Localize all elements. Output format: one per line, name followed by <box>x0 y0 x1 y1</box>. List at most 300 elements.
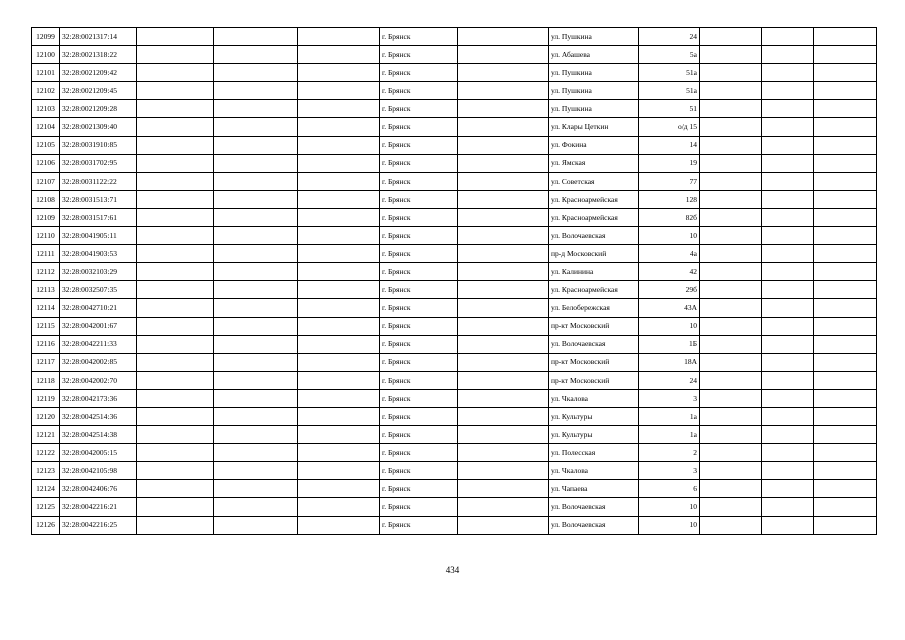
cell-empty <box>700 407 762 425</box>
cell-record-number: 12105 <box>32 136 60 154</box>
cell-empty <box>458 407 549 425</box>
cell-street: пр-д Московский <box>549 245 639 263</box>
cell-street: ул. Культуры <box>549 407 639 425</box>
cell-record-number: 12123 <box>32 462 60 480</box>
cell-record-number: 12114 <box>32 299 60 317</box>
cell-cadastral-number: 32:28:0031513:71 <box>60 190 137 208</box>
cell-empty <box>762 371 814 389</box>
cell-cadastral-number: 32:28:0031702:95 <box>60 154 137 172</box>
cell-empty <box>700 389 762 407</box>
cell-street: ул. Красноармейская <box>549 190 639 208</box>
cell-empty <box>762 64 814 82</box>
table-row <box>32 407 877 425</box>
cell-empty <box>298 353 380 371</box>
cell-empty <box>814 444 877 462</box>
cell-record-number: 12111 <box>32 245 60 263</box>
cell-city: г. Брянск <box>380 462 458 480</box>
cell-empty <box>298 208 380 226</box>
cell-house-number: 1а <box>639 426 700 444</box>
cell-city: г. Брянск <box>380 407 458 425</box>
cell-empty <box>700 317 762 335</box>
cell-empty <box>214 82 298 100</box>
cell-empty <box>298 28 380 46</box>
cell-empty <box>700 82 762 100</box>
cell-empty <box>814 480 877 498</box>
cell-empty <box>762 46 814 64</box>
cell-empty <box>814 100 877 118</box>
cell-empty <box>762 317 814 335</box>
table-row <box>32 208 877 226</box>
table-row <box>32 64 877 82</box>
cell-cadastral-number: 32:28:0042406:76 <box>60 480 137 498</box>
cell-empty <box>298 136 380 154</box>
cell-city: г. Брянск <box>380 64 458 82</box>
cell-empty <box>700 118 762 136</box>
cell-record-number: 12118 <box>32 371 60 389</box>
cell-house-number: 10 <box>639 317 700 335</box>
cell-house-number: 2 <box>639 444 700 462</box>
cell-empty <box>458 118 549 136</box>
cell-empty <box>214 480 298 498</box>
cell-empty <box>214 263 298 281</box>
cell-cadastral-number: 32:28:0032507:35 <box>60 281 137 299</box>
cell-street: ул. Чкалова <box>549 462 639 480</box>
cell-empty <box>814 407 877 425</box>
cell-empty <box>762 444 814 462</box>
cell-empty <box>814 46 877 64</box>
cell-empty <box>458 516 549 534</box>
cell-empty <box>298 227 380 245</box>
cell-cadastral-number: 32:28:0041905:11 <box>60 227 137 245</box>
page-number: 434 <box>445 565 460 575</box>
cell-city: г. Брянск <box>380 154 458 172</box>
cell-record-number: 12126 <box>32 516 60 534</box>
cell-empty <box>814 136 877 154</box>
cell-empty <box>814 389 877 407</box>
cell-empty <box>214 498 298 516</box>
cell-empty <box>214 172 298 190</box>
cell-city: г. Брянск <box>380 480 458 498</box>
cell-empty <box>700 64 762 82</box>
cell-cadastral-number: 32:28:0041903:53 <box>60 245 137 263</box>
table-row <box>32 190 877 208</box>
cell-street: ул. Пушкина <box>549 64 639 82</box>
cell-cadastral-number: 32:28:0042005:15 <box>60 444 137 462</box>
cell-empty <box>814 208 877 226</box>
cell-empty <box>137 371 214 389</box>
cell-record-number: 12125 <box>32 498 60 516</box>
cell-street: ул. Ямская <box>549 154 639 172</box>
cell-empty <box>214 516 298 534</box>
cell-cadastral-number: 32:28:0042105:98 <box>60 462 137 480</box>
cell-house-number: 10 <box>639 516 700 534</box>
cell-empty <box>700 498 762 516</box>
cell-record-number: 12104 <box>32 118 60 136</box>
cell-street: ул. Белобережская <box>549 299 639 317</box>
cell-empty <box>762 480 814 498</box>
cell-cadastral-number: 32:28:0032103:29 <box>60 263 137 281</box>
cell-empty <box>298 281 380 299</box>
cell-empty <box>137 281 214 299</box>
cell-empty <box>137 462 214 480</box>
cell-cadastral-number: 32:28:0021309:40 <box>60 118 137 136</box>
cell-empty <box>458 28 549 46</box>
cell-city: г. Брянск <box>380 281 458 299</box>
cell-empty <box>458 299 549 317</box>
cell-house-number: о/д 15 <box>639 118 700 136</box>
cell-empty <box>137 335 214 353</box>
cell-cadastral-number: 32:28:0042710:21 <box>60 299 137 317</box>
cell-cadastral-number: 32:28:0042216:25 <box>60 516 137 534</box>
cell-empty <box>298 317 380 335</box>
cell-record-number: 12116 <box>32 335 60 353</box>
cell-city: г. Брянск <box>380 444 458 462</box>
cell-empty <box>814 516 877 534</box>
cell-street: ул. Полесская <box>549 444 639 462</box>
cell-empty <box>458 227 549 245</box>
cell-empty <box>137 136 214 154</box>
cell-city: г. Брянск <box>380 371 458 389</box>
cell-empty <box>814 299 877 317</box>
cell-empty <box>137 317 214 335</box>
cell-empty <box>214 317 298 335</box>
cell-empty <box>762 136 814 154</box>
cell-cadastral-number: 32:28:0021209:45 <box>60 82 137 100</box>
cell-empty <box>700 480 762 498</box>
cell-empty <box>814 154 877 172</box>
cell-record-number: 12103 <box>32 100 60 118</box>
table-row <box>32 28 877 46</box>
cell-empty <box>762 190 814 208</box>
cell-empty <box>762 263 814 281</box>
cell-house-number: 10 <box>639 498 700 516</box>
cell-street: ул. Клары Цеткин <box>549 118 639 136</box>
cell-street: ул. Красноармейская <box>549 281 639 299</box>
cell-empty <box>814 281 877 299</box>
cell-house-number: 43А <box>639 299 700 317</box>
cell-empty <box>700 100 762 118</box>
table-row <box>32 335 877 353</box>
cell-empty <box>762 28 814 46</box>
cell-empty <box>214 28 298 46</box>
cell-empty <box>762 516 814 534</box>
cell-empty <box>814 317 877 335</box>
cell-cadastral-number: 32:28:0021209:42 <box>60 64 137 82</box>
cell-empty <box>214 46 298 64</box>
cell-house-number: 24 <box>639 28 700 46</box>
cell-cadastral-number: 32:28:0021318:22 <box>60 46 137 64</box>
cell-empty <box>137 516 214 534</box>
cell-empty <box>814 371 877 389</box>
cell-record-number: 12121 <box>32 426 60 444</box>
cell-empty <box>298 498 380 516</box>
cell-empty <box>214 462 298 480</box>
cell-house-number: 42 <box>639 263 700 281</box>
cell-city: г. Брянск <box>380 190 458 208</box>
cell-empty <box>137 299 214 317</box>
cell-empty <box>700 462 762 480</box>
cell-empty <box>214 245 298 263</box>
cell-record-number: 12119 <box>32 389 60 407</box>
cell-empty <box>458 353 549 371</box>
cell-empty <box>814 263 877 281</box>
cell-empty <box>814 82 877 100</box>
cell-street: ул. Волочаевская <box>549 335 639 353</box>
cell-cadastral-number: 32:28:0042002:85 <box>60 353 137 371</box>
cell-cadastral-number: 32:28:0042211:33 <box>60 335 137 353</box>
cell-empty <box>137 118 214 136</box>
cell-empty <box>298 444 380 462</box>
cell-house-number: 1Б <box>639 335 700 353</box>
cell-street: пр-кт Московский <box>549 371 639 389</box>
cell-city: г. Брянск <box>380 172 458 190</box>
cell-empty <box>214 335 298 353</box>
cell-street: ул. Пушкина <box>549 28 639 46</box>
cell-empty <box>700 245 762 263</box>
cell-street: ул. Культуры <box>549 426 639 444</box>
cell-record-number: 12112 <box>32 263 60 281</box>
cell-empty <box>762 281 814 299</box>
cell-record-number: 12100 <box>32 46 60 64</box>
cell-empty <box>814 227 877 245</box>
cell-city: г. Брянск <box>380 136 458 154</box>
cell-empty <box>762 335 814 353</box>
cell-city: г. Брянск <box>380 389 458 407</box>
cell-empty <box>762 100 814 118</box>
cell-empty <box>137 245 214 263</box>
cell-city: г. Брянск <box>380 516 458 534</box>
cell-empty <box>814 245 877 263</box>
cell-empty <box>814 118 877 136</box>
cell-empty <box>814 190 877 208</box>
cell-empty <box>458 281 549 299</box>
cell-empty <box>214 208 298 226</box>
cell-cadastral-number: 32:28:0031122:22 <box>60 172 137 190</box>
cell-record-number: 12117 <box>32 353 60 371</box>
cell-empty <box>762 118 814 136</box>
cell-empty <box>700 190 762 208</box>
cell-cadastral-number: 32:28:0021209:28 <box>60 100 137 118</box>
cell-empty <box>458 335 549 353</box>
cell-empty <box>137 190 214 208</box>
cell-empty <box>458 136 549 154</box>
table-row <box>32 263 877 281</box>
cell-empty <box>214 389 298 407</box>
cell-street: ул. Красноармейская <box>549 208 639 226</box>
cell-house-number: 51а <box>639 64 700 82</box>
cell-street: ул. Чапаева <box>549 480 639 498</box>
cell-house-number: 18А <box>639 353 700 371</box>
cell-empty <box>814 426 877 444</box>
cell-empty <box>762 407 814 425</box>
cell-empty <box>762 353 814 371</box>
cell-empty <box>458 190 549 208</box>
table-row <box>32 227 877 245</box>
cell-empty <box>814 172 877 190</box>
cell-empty <box>458 498 549 516</box>
cell-empty <box>700 46 762 64</box>
cell-empty <box>298 46 380 64</box>
cell-empty <box>298 426 380 444</box>
table-row <box>32 118 877 136</box>
cell-empty <box>214 281 298 299</box>
cell-city: г. Брянск <box>380 426 458 444</box>
cell-house-number: 14 <box>639 136 700 154</box>
cell-empty <box>458 389 549 407</box>
table-row <box>32 498 877 516</box>
cell-empty <box>814 498 877 516</box>
cell-empty <box>137 64 214 82</box>
cell-empty <box>458 317 549 335</box>
cell-empty <box>762 154 814 172</box>
cell-house-number: 6 <box>639 480 700 498</box>
cell-empty <box>700 371 762 389</box>
cell-empty <box>214 118 298 136</box>
cell-house-number: 82б <box>639 208 700 226</box>
cell-street: ул. Фокина <box>549 136 639 154</box>
cell-empty <box>458 371 549 389</box>
cell-empty <box>458 46 549 64</box>
cell-house-number: 4а <box>639 245 700 263</box>
cell-empty <box>298 100 380 118</box>
cell-cadastral-number: 32:28:0042173:36 <box>60 389 137 407</box>
cell-cadastral-number: 32:28:0042514:36 <box>60 407 137 425</box>
cell-empty <box>137 480 214 498</box>
cell-empty <box>700 227 762 245</box>
cell-street: ул. Волочаевская <box>549 516 639 534</box>
table-row <box>32 136 877 154</box>
table-row <box>32 480 877 498</box>
table-row <box>32 245 877 263</box>
cell-empty <box>762 426 814 444</box>
cell-empty <box>458 64 549 82</box>
cell-empty <box>700 136 762 154</box>
cell-record-number: 12113 <box>32 281 60 299</box>
table-row <box>32 389 877 407</box>
cell-empty <box>762 245 814 263</box>
cell-empty <box>214 426 298 444</box>
cell-empty <box>700 172 762 190</box>
cell-empty <box>137 208 214 226</box>
table-row <box>32 299 877 317</box>
cell-record-number: 12122 <box>32 444 60 462</box>
cell-city: г. Брянск <box>380 46 458 64</box>
cell-empty <box>298 82 380 100</box>
cell-city: г. Брянск <box>380 317 458 335</box>
cell-empty <box>814 28 877 46</box>
cell-empty <box>137 227 214 245</box>
cell-city: г. Брянск <box>380 208 458 226</box>
cell-record-number: 12120 <box>32 407 60 425</box>
cell-cadastral-number: 32:28:0031910:85 <box>60 136 137 154</box>
table-row <box>32 100 877 118</box>
cell-empty <box>458 426 549 444</box>
table-row <box>32 516 877 534</box>
table-row <box>32 82 877 100</box>
cell-record-number: 12099 <box>32 28 60 46</box>
cell-empty <box>214 444 298 462</box>
cell-empty <box>137 172 214 190</box>
cell-empty <box>700 154 762 172</box>
cell-city: г. Брянск <box>380 28 458 46</box>
cell-empty <box>762 389 814 407</box>
cell-empty <box>700 516 762 534</box>
cell-house-number: 51 <box>639 100 700 118</box>
cell-empty <box>137 353 214 371</box>
cell-empty <box>214 154 298 172</box>
cell-street: ул. Чкалова <box>549 389 639 407</box>
cell-empty <box>762 208 814 226</box>
cell-empty <box>298 154 380 172</box>
cell-empty <box>814 462 877 480</box>
cell-empty <box>137 444 214 462</box>
cell-empty <box>214 227 298 245</box>
cell-city: г. Брянск <box>380 498 458 516</box>
table-row <box>32 317 877 335</box>
cell-house-number: 19 <box>639 154 700 172</box>
cell-empty <box>458 82 549 100</box>
cell-empty <box>137 263 214 281</box>
cell-empty <box>298 516 380 534</box>
cell-street: ул. Абашева <box>549 46 639 64</box>
cell-empty <box>298 462 380 480</box>
cell-city: г. Брянск <box>380 263 458 281</box>
table-row <box>32 426 877 444</box>
cell-street: ул. Волочаевская <box>549 227 639 245</box>
cell-city: г. Брянск <box>380 100 458 118</box>
cell-empty <box>762 462 814 480</box>
cell-empty <box>298 371 380 389</box>
cell-empty <box>298 118 380 136</box>
cell-empty <box>762 498 814 516</box>
cell-empty <box>298 407 380 425</box>
cell-empty <box>458 462 549 480</box>
cell-empty <box>214 299 298 317</box>
cell-empty <box>762 172 814 190</box>
cell-empty <box>458 263 549 281</box>
cell-empty <box>137 389 214 407</box>
cell-empty <box>458 100 549 118</box>
cell-empty <box>814 335 877 353</box>
cell-city: г. Брянск <box>380 118 458 136</box>
cell-empty <box>214 64 298 82</box>
cell-empty <box>298 299 380 317</box>
cell-empty <box>458 480 549 498</box>
cell-house-number: 1а <box>639 407 700 425</box>
cell-empty <box>762 82 814 100</box>
cell-empty <box>298 389 380 407</box>
cell-empty <box>458 208 549 226</box>
cell-record-number: 12108 <box>32 190 60 208</box>
cell-empty <box>137 100 214 118</box>
cell-empty <box>762 299 814 317</box>
cell-street: пр-кт Московский <box>549 317 639 335</box>
cell-empty <box>458 172 549 190</box>
cell-record-number: 12110 <box>32 227 60 245</box>
cell-house-number: 24 <box>639 371 700 389</box>
cell-city: г. Брянск <box>380 335 458 353</box>
cell-empty <box>700 208 762 226</box>
table-row <box>32 462 877 480</box>
cell-house-number: 3 <box>639 462 700 480</box>
cell-empty <box>137 46 214 64</box>
cell-record-number: 12101 <box>32 64 60 82</box>
cell-record-number: 12102 <box>32 82 60 100</box>
cell-empty <box>298 64 380 82</box>
table-row <box>32 46 877 64</box>
table-row <box>32 444 877 462</box>
cell-empty <box>298 480 380 498</box>
